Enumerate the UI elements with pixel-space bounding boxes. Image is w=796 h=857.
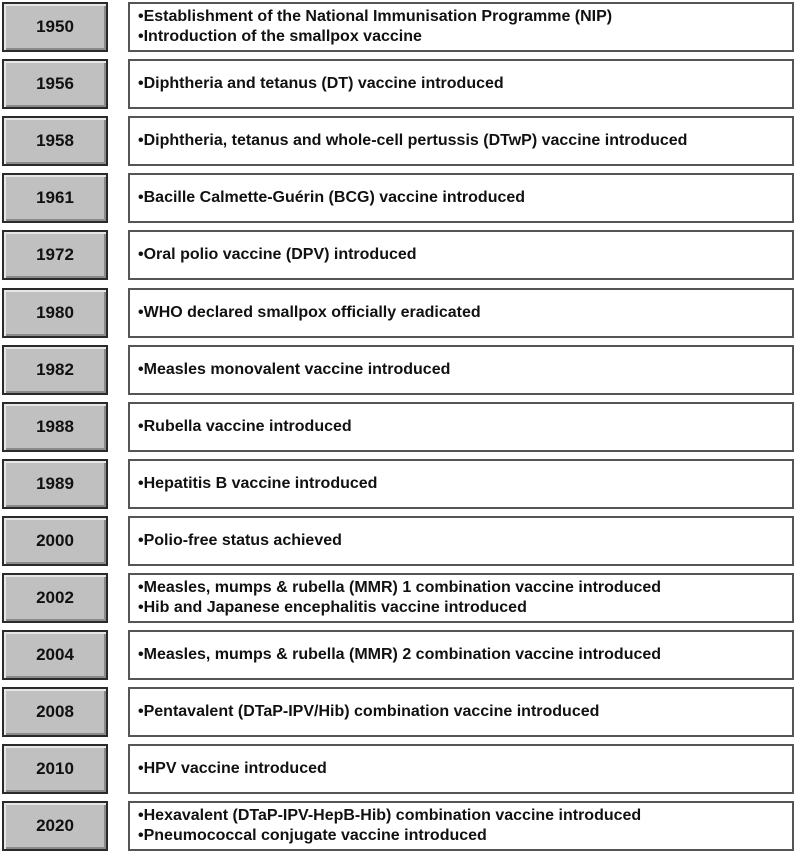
- event-item: [138, 245, 792, 265]
- event-box: [128, 59, 794, 109]
- timeline-row: [0, 573, 796, 623]
- bullet-icon: •: [138, 827, 144, 844]
- event-text: Hexavalent (DTaP-IPV-HepB-Hib) combination vaccine introduced: [143, 807, 642, 824]
- event-box: [128, 116, 794, 166]
- timeline-row: [0, 230, 796, 280]
- event-item: [138, 598, 792, 618]
- event-text: Measles monovalent vaccine introduced: [143, 361, 451, 378]
- event-text: Establishment of the National Immunisation Programme (NIP): [143, 8, 613, 25]
- bullet-icon: •: [138, 418, 144, 435]
- event-item: [138, 826, 792, 846]
- event-text: Hib and Japanese encephalitis vaccine introduced: [143, 599, 527, 616]
- year-box: 2008: [2, 687, 108, 737]
- bullet-icon: •: [138, 28, 144, 45]
- event-box: [128, 801, 794, 851]
- timeline-row: [0, 687, 796, 737]
- timeline-row: [0, 459, 796, 509]
- event-box: [128, 288, 794, 338]
- year-box: 2010: [2, 744, 108, 794]
- event-item: [138, 303, 792, 323]
- bullet-icon: •: [138, 646, 144, 663]
- event-item: [138, 7, 792, 27]
- bullet-icon: •: [138, 304, 144, 321]
- timeline-row: [0, 116, 796, 166]
- event-box: [128, 2, 794, 52]
- year-box: 1988: [2, 402, 108, 452]
- timeline-row: [0, 516, 796, 566]
- event-box: [128, 173, 794, 223]
- event-item: [138, 531, 792, 551]
- event-text: Rubella vaccine introduced: [143, 418, 352, 435]
- event-item: [138, 74, 792, 94]
- timeline-row: [0, 2, 796, 52]
- bullet-icon: •: [138, 532, 144, 549]
- event-text: Measles, mumps & rubella (MMR) 1 combination vaccine introduced: [143, 579, 662, 596]
- event-text: Oral polio vaccine (DPV) introduced: [143, 246, 417, 263]
- timeline-row: [0, 744, 796, 794]
- event-box: [128, 402, 794, 452]
- event-text: Polio-free status achieved: [143, 532, 342, 549]
- year-box: 1982: [2, 345, 108, 395]
- event-text: Pneumococcal conjugate vaccine introduced: [143, 827, 487, 844]
- bullet-icon: •: [138, 8, 144, 25]
- event-item: [138, 360, 792, 380]
- event-item: [138, 806, 792, 826]
- event-box: [128, 230, 794, 280]
- event-text: WHO declared smallpox officially eradicated: [143, 304, 481, 321]
- event-item: [138, 645, 792, 665]
- event-item: [138, 702, 792, 722]
- year-box: 2002: [2, 573, 108, 623]
- bullet-icon: •: [138, 475, 144, 492]
- bullet-icon: •: [138, 189, 144, 206]
- bullet-icon: •: [138, 703, 144, 720]
- bullet-icon: •: [138, 807, 144, 824]
- timeline-row: [0, 801, 796, 851]
- timeline-row: [0, 345, 796, 395]
- year-box: 2000: [2, 516, 108, 566]
- event-item: [138, 474, 792, 494]
- event-box: [128, 516, 794, 566]
- event-box: [128, 744, 794, 794]
- year-box: 1972: [2, 230, 108, 280]
- event-text: Introduction of the smallpox vaccine: [143, 28, 422, 45]
- timeline-row: [0, 402, 796, 452]
- year-box: 1980: [2, 288, 108, 338]
- bullet-icon: •: [138, 361, 144, 378]
- event-item: [138, 27, 792, 47]
- bullet-icon: •: [138, 599, 144, 616]
- bullet-icon: •: [138, 132, 144, 149]
- event-box: [128, 573, 794, 623]
- event-text: Diphtheria, tetanus and whole-cell pertussis (DTwP) vaccine introduced: [143, 132, 688, 149]
- event-text: Measles, mumps & rubella (MMR) 2 combination vaccine introduced: [143, 646, 662, 663]
- bullet-icon: •: [138, 760, 144, 777]
- timeline-row: [0, 288, 796, 338]
- event-text: Diphtheria and tetanus (DT) vaccine introduced: [143, 75, 504, 92]
- event-item: [138, 188, 792, 208]
- event-item: [138, 131, 792, 151]
- timeline-row: [0, 59, 796, 109]
- year-box: 1961: [2, 173, 108, 223]
- timeline-row: [0, 630, 796, 680]
- event-text: Hepatitis B vaccine introduced: [143, 475, 378, 492]
- event-item: [138, 417, 792, 437]
- event-item: [138, 578, 792, 598]
- year-box: 1956: [2, 59, 108, 109]
- event-text: Bacille Calmette-Guérin (BCG) vaccine introduced: [143, 189, 526, 206]
- year-box: 2020: [2, 801, 108, 851]
- event-box: [128, 459, 794, 509]
- timeline-row: [0, 173, 796, 223]
- event-text: HPV vaccine introduced: [143, 760, 327, 777]
- year-box: 1958: [2, 116, 108, 166]
- event-text: Pentavalent (DTaP-IPV/Hib) combination vaccine introduced: [143, 703, 600, 720]
- bullet-icon: •: [138, 75, 144, 92]
- year-box: 2004: [2, 630, 108, 680]
- year-box: 1950: [2, 2, 108, 52]
- event-box: [128, 687, 794, 737]
- event-item: [138, 759, 792, 779]
- bullet-icon: •: [138, 246, 144, 263]
- event-box: [128, 345, 794, 395]
- event-box: [128, 630, 794, 680]
- year-box: 1989: [2, 459, 108, 509]
- bullet-icon: •: [138, 579, 144, 596]
